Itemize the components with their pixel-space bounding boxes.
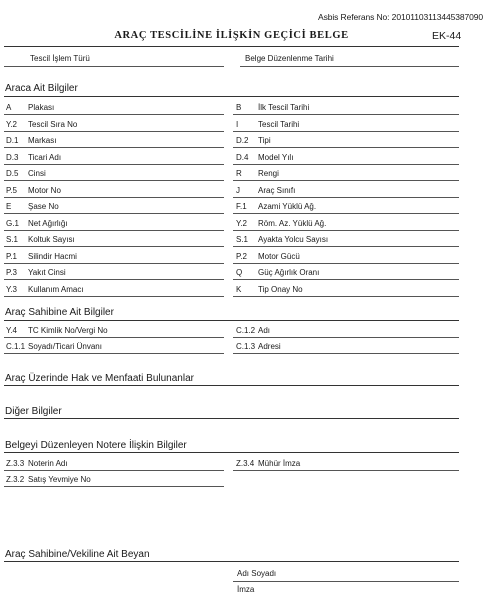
section-owner-rule [4,320,459,321]
owner-field-label: Soyadı/Ticari Ünvanı [28,342,102,351]
section-declaration-rule [4,561,459,562]
vehicle-field-code: P.1 [6,251,17,261]
header-field-line-right [240,66,459,67]
vehicle-field-code: J [236,185,240,195]
vehicle-field-field-line [233,197,459,198]
vehicle-field-code: P.3 [6,268,17,277]
vehicle-field-code: Y.2 [236,218,247,228]
vehicle-field-field-line [233,246,459,247]
vehicle-field-label: Tescil Sıra No [28,119,78,129]
vehicle-field-field-line [4,230,224,231]
notary-field-field-line [4,470,224,471]
vehicle-field-code: P.5 [6,185,17,195]
vehicle-field-code: A [6,103,12,112]
notary-field-field-line [4,486,224,487]
vehicle-field-field-line [4,131,224,132]
vehicle-field-field-line [4,147,224,148]
section-vehicle: Araca Ait Bilgiler [5,83,78,94]
vehicle-field-field-line [4,197,224,198]
vehicle-field-code: Y.3 [6,284,17,294]
vehicle-field-code: D.3 [6,152,19,162]
section-other-rule [4,418,459,419]
vehicle-field-code: P.2 [236,251,247,261]
vehicle-field-label: Araç Sınıfı [258,185,296,195]
vehicle-field-label: Model Yılı [258,152,294,162]
declaration-signature-label: İmza [237,585,255,594]
vehicle-field-code: D.4 [236,152,249,162]
vehicle-field-field-line [233,279,459,280]
notary-field-label: Mühür İmza [258,459,301,468]
vehicle-field-code: R [236,169,242,178]
vehicle-field-field-line [4,279,224,280]
vehicle-field-label: Koltuk Sayısı [28,235,75,244]
document-title: ARAÇ TESCİLİNE İLİŞKİN GEÇİCİ BELGE [114,30,349,41]
vehicle-field-label: Tescil Tarihi [258,119,300,129]
section-vehicle-rule [4,96,459,97]
vehicle-field-code: D.5 [6,169,19,178]
vehicle-field-code: Y.2 [6,119,17,129]
section-declaration: Araç Sahibine/Vekiline Ait Beyan [5,549,150,560]
declaration-name-line [233,581,459,582]
reference-number: Asbis Referans No: 20101103113445387090 [318,12,483,22]
vehicle-field-label: Röm. Az. Yüklü Ağ. [258,218,327,228]
vehicle-field-code: E [6,202,12,211]
section-owner: Araç Sahibine Ait Bilgiler [5,307,114,318]
vehicle-field-field-line [233,263,459,264]
owner-field-field-line [233,337,459,338]
section-rights: Araç Üzerinde Hak ve Menfaati Bulunanlar [5,373,194,384]
vehicle-field-field-line [4,263,224,264]
notary-field-label: Noterin Adı [28,459,68,468]
vehicle-field-label: Markası [28,136,57,145]
vehicle-field-label: Güç Ağırlık Oranı [258,268,320,277]
vehicle-field-field-line [233,164,459,165]
header-field-line-left [4,66,224,67]
section-other: Diğer Bilgiler [5,406,62,417]
vehicle-field-label: Rengi [258,169,279,178]
vehicle-field-label: Azami Yüklü Ağ. [258,202,317,211]
vehicle-field-code: S.1 [236,235,249,244]
vehicle-field-field-line [233,230,459,231]
vehicle-field-field-line [233,296,459,297]
vehicle-field-code: D.1 [6,136,19,145]
vehicle-field-label: Tip Onay No [258,284,303,294]
vehicle-field-field-line [4,164,224,165]
vehicle-field-code: D.2 [236,136,249,145]
declaration-name-label: Adı Soyadı [237,569,277,578]
notary-field-label: Satış Yevmiye No [28,475,91,484]
vehicle-field-label: Motor Gücü [258,251,300,261]
owner-field-label: Adı [258,326,271,335]
vehicle-field-label: Şase No [28,202,59,211]
section-notary: Belgeyi Düzenleyen Notere İlişkin Bilgiler [5,440,187,451]
notary-field-code: Z.3.2 [6,475,25,484]
vehicle-field-label: Net Ağırlığı [28,218,68,228]
vehicle-field-field-line [233,213,459,214]
vehicle-field-field-line [4,246,224,247]
vehicle-field-field-line [4,114,224,115]
vehicle-field-code: F.1 [236,202,247,211]
owner-field-code: C.1.3 [236,342,256,351]
vehicle-field-field-line [233,131,459,132]
form-code: EK-44 [432,30,462,42]
vehicle-field-code: Q [236,268,243,277]
vehicle-field-label: Ticari Adı [28,152,62,162]
owner-field-code: C.1.1 [6,342,26,351]
vehicle-field-label: Silindir Hacmi [28,251,77,261]
section-rights-rule [4,385,459,386]
vehicle-field-label: İlk Tescil Tarihi [258,103,310,112]
vehicle-field-code: K [236,284,242,294]
owner-field-field-line [4,337,224,338]
section-notary-rule [4,452,459,453]
vehicle-field-code: G.1 [6,218,19,228]
owner-field-label: Adresi [258,342,281,351]
notary-field-code: Z.3.4 [236,459,255,468]
vehicle-field-field-line [233,114,459,115]
vehicle-field-label: Ayakta Yolcu Sayısı [258,235,329,244]
islem-turu-label: Tescil İşlem Türü [30,54,90,63]
owner-field-label: TC Kimlik No/Vergi No [28,326,108,335]
vehicle-field-code: S.1 [6,235,19,244]
vehicle-field-field-line [4,296,224,297]
owner-field-code: Y.4 [6,326,17,335]
notary-field-code: Z.3.3 [6,459,25,468]
notary-field-field-line [233,470,459,471]
vehicle-field-label: Cinsi [28,169,46,178]
owner-field-field-line [4,353,224,354]
vehicle-field-field-line [233,180,459,181]
vehicle-field-field-line [4,213,224,214]
vehicle-field-field-line [4,180,224,181]
vehicle-field-label: Motor No [28,185,61,195]
vehicle-field-code: I [236,119,239,129]
vehicle-field-code: B [236,103,242,112]
owner-field-code: C.1.2 [236,326,256,335]
owner-field-field-line [233,353,459,354]
vehicle-field-label: Plakası [28,103,55,112]
vehicle-field-label: Yakıt Cinsi [28,268,66,277]
duzenlenme-tarihi-label: Belge Düzenlenme Tarihi [245,54,334,63]
header-divider [4,46,459,47]
vehicle-field-field-line [233,147,459,148]
vehicle-field-label: Tipi [258,136,271,145]
vehicle-field-label: Kullanım Amacı [28,284,84,294]
